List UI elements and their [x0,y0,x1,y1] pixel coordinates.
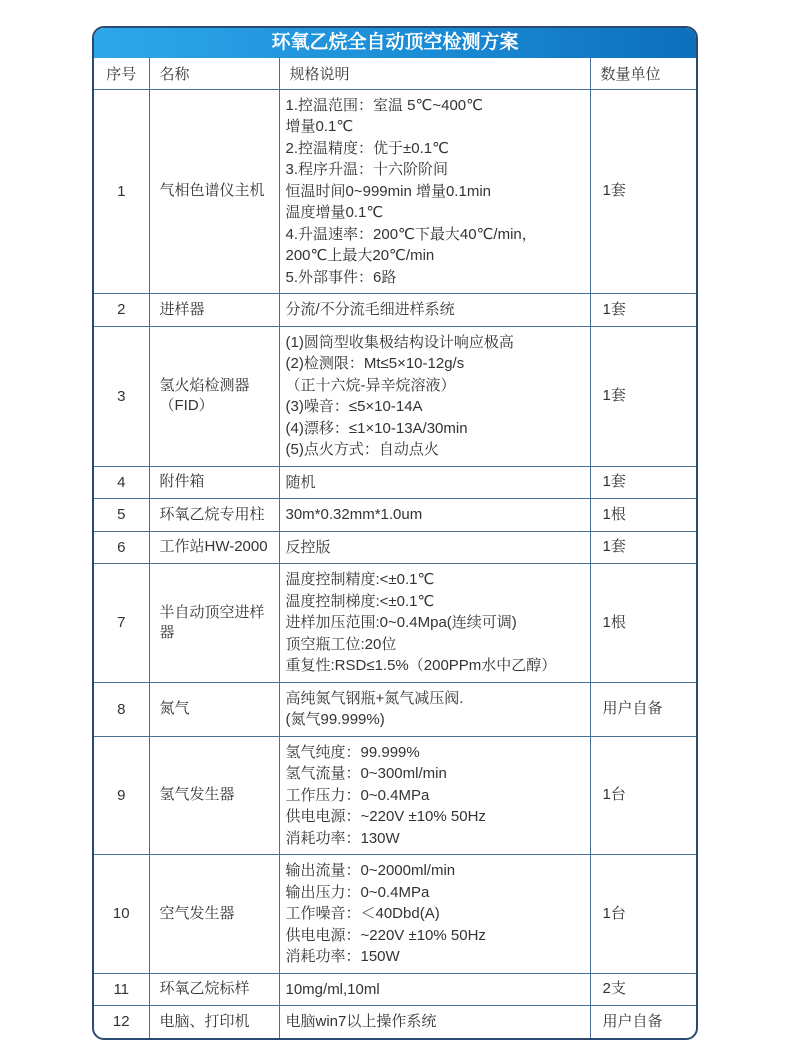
cell-spec [279,89,590,294]
cell-spec [279,531,590,564]
spec-line: (氮气99.999%) [285,711,385,728]
cell-seq: 8 [94,682,149,736]
column-header-name: 名称 [149,58,279,89]
cell-spec [279,973,590,1006]
table-row [94,89,698,294]
spec-line: 消耗功率：130W [285,829,400,847]
cell-seq: 6 [94,531,149,564]
spec-line: 分流/不分流毛细进样系统 [285,301,455,318]
spec-line: 2.控温精度：优于±0.1℃ [285,139,449,157]
cell-qty: 1套 [590,531,698,564]
cell-spec [279,326,590,466]
spec-line: 1.控温范围：室温 5℃~400℃ [285,96,483,114]
cell-name: 附件箱 [149,466,279,499]
cell-seq: 5 [94,499,149,532]
column-header-seq: 序号 [94,58,149,89]
cell-seq: 2 [94,294,149,327]
cell-name: 氮气 [149,682,279,736]
spec-line: 进样加压范围:0~0.4Mpa(连续可调) [285,614,517,631]
spec-line: 工作压力：0~0.4MPa [285,786,430,804]
spec-line: 电脑win7以上操作系统 [285,1013,437,1030]
cell-spec [279,564,590,683]
cell-name: 环氧乙烷专用柱 [149,499,279,532]
spec-line: 工作噪音：＜40Dbd(A) [285,905,440,922]
spec-line: 200℃上最大20℃/min [285,247,435,264]
cell-spec [279,682,590,736]
cell-spec [279,466,590,499]
spec-line: 供电电源：~220V ±10% 50Hz [285,808,486,825]
table-row [94,499,698,532]
spec-line: 温度控制精度:<±0.1℃ [285,571,435,588]
cell-qty: 1套 [590,466,698,499]
table-row [94,855,698,974]
spec-line: 顶空瓶工位:20位 [285,635,397,653]
spec-line: (5)点火方式：自动点火 [285,441,439,458]
cell-seq: 1 [94,89,149,294]
spec-line: 消耗功率：150W [285,948,400,965]
cell-qty: 1台 [590,855,698,974]
cell-name: 环氧乙烷标样 [149,973,279,1006]
cell-qty: 1套 [590,294,698,327]
spec-line: 高纯氮气钢瓶+氮气减压阀. [285,689,464,707]
cell-name: 半自动顶空进样器 [149,564,279,683]
cell-seq: 7 [94,564,149,683]
spec-line: 氢气纯度：99.999% [285,743,420,761]
table-row [94,564,698,683]
table-row [94,466,698,499]
table-row [94,973,698,1006]
cell-name: 电脑、打印机 [149,1006,279,1038]
spec-line: 重复性:RSD≤1.5%（200PPm水中乙醇） [285,657,557,674]
spec-line: (2)检测限：Mt≤5×10-12g/s [285,355,465,372]
table-row [94,682,698,736]
cell-qty: 1套 [590,326,698,466]
cell-qty: 1根 [590,564,698,683]
cell-seq: 11 [94,973,149,1006]
cell-seq: 12 [94,1006,149,1038]
table-row [94,326,698,466]
spec-line: (1)圆筒型收集极结构设计响应极高 [285,333,514,351]
cell-spec [279,736,590,855]
cell-name: 工作站HW-2000 [149,531,279,564]
cell-name: 氢气发生器 [149,736,279,855]
table-row [94,531,698,564]
cell-seq: 3 [94,326,149,466]
table-title: 环氧乙烷全自动顶空检测方案 [94,28,696,58]
spec-line: 增量0.1℃ [285,118,354,135]
cell-qty: 1根 [590,499,698,532]
spec-line: 供电电源：~220V ±10% 50Hz [285,926,486,944]
cell-spec [279,499,590,532]
cell-seq: 4 [94,466,149,499]
cell-qty: 2支 [590,973,698,1006]
cell-name: 氢火焰检测器（FID） [149,326,279,466]
spec-line: 输出流量：0~2000ml/min [285,862,456,879]
cell-seq: 9 [94,736,149,855]
cell-qty: 用户自备 [590,1006,698,1038]
spec-line: 恒温时间0~999min 增量0.1min [285,182,491,200]
column-header-qty: 数量单位 [590,58,698,89]
cell-spec [279,855,590,974]
spec-table-panel [92,26,698,1040]
column-header-spec: 规格说明 [279,58,590,89]
spec-line: 随机 [285,473,316,491]
spec-line: (4)漂移：≤1×10-13A/30min [285,419,468,437]
spec-line: 输出压力：0~0.4MPa [285,883,430,901]
spec-line: 3.程序升温：十六阶阶间 [285,161,449,178]
spec-line: （正十六烷-异辛烷溶液） [285,376,456,394]
spec-line: 5.外部事件：6路 [285,268,397,286]
cell-spec [279,1006,590,1038]
spec-line: 反控版 [285,538,331,556]
spec-line: 氢气流量：0~300ml/min [285,765,447,782]
spec-line: 4.升温速率：200℃下最大40℃/min， [285,225,537,243]
cell-qty: 1套 [590,89,698,294]
spec-line: 温度增量0.1℃ [285,204,384,221]
header-row [94,58,698,89]
cell-qty: 1台 [590,736,698,855]
cell-name: 气相色谱仪主机 [149,89,279,294]
table-row [94,1006,698,1038]
spec-line: 温度控制梯度:<±0.1℃ [285,592,435,610]
cell-seq: 10 [94,855,149,974]
spec-table [94,58,698,1038]
cell-name: 进样器 [149,294,279,327]
spec-line: 30m*0.32mm*1.0um [285,506,423,523]
table-row [94,736,698,855]
spec-line: (3)噪音：≤5×10-14A [285,398,423,415]
spec-line: 10mg/ml,10ml [285,980,380,998]
cell-spec [279,294,590,327]
cell-qty: 用户自备 [590,682,698,736]
table-row [94,294,698,327]
cell-name: 空气发生器 [149,855,279,974]
